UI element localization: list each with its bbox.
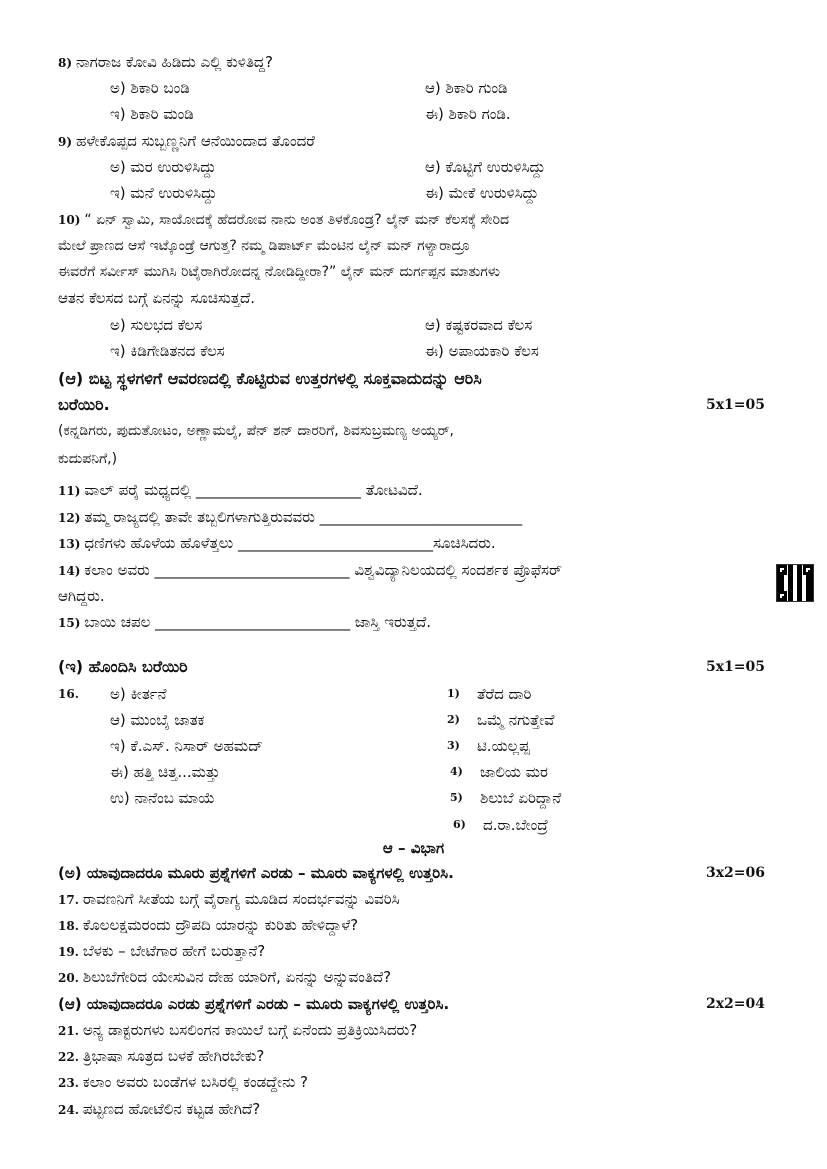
option: ಆ) ಕೊಟ್ಟಿಗೆ ಉರುಳಿಸಿದ್ದು	[425, 158, 546, 176]
question-19	[58, 941, 787, 962]
question-text: ತ್ರಿಭಾಷಾ ಸೂತ್ರದ ಬಳಕೆ ಹೇಗಿರಬೇಕು?	[82, 1047, 265, 1065]
match-right-item: ಶಿಲುಬೆ ಏರಿದ್ದಾನೆ	[480, 789, 562, 807]
question-22	[58, 1046, 787, 1067]
question-20	[58, 967, 787, 988]
question-14-cont	[58, 586, 787, 606]
question-text: ಧಣಿಗಳು ಹೊಳೆಯ ಹೊಳೆತ್ತಲು __________________________ಸೂಚಿಸಿದರು.	[84, 534, 496, 552]
question-number: 20.	[58, 971, 79, 985]
question-text: ಹಳೇಕೊಪ್ಪದ ಸುಬ್ಬಣ್ಣನಿಗೆ ಆನೆಯಿಂದಾದ ತೊಂದರೆ	[76, 132, 315, 150]
option: ಇ) ಶಿಕಾರಿ ಮಂಡಿ	[110, 105, 194, 123]
match-left-item: ಅ) ಕೀರ್ತನೆ	[110, 685, 167, 703]
word-bank: ಕುದುಪನಿಗೆ,)	[58, 451, 118, 467]
question-text-line: “ ಏನ್ ಸ್ವಾಮಿ, ಸಾಯೋದಕ್ಕೆ ಹೆದರೋವ ನಾನು ಅಂತ ತಿಳಕೊಂಡ್ರ? ಲೈನ್ ಮನ್ ಕೆಲಸಕ್ಕೆ ಸೇರಿದ	[84, 212, 509, 228]
question-number: 21.	[58, 1024, 79, 1038]
match-right-item: ದ.ರಾ.ಬೇಂದ್ರೆ	[483, 816, 549, 834]
question-number: 16.	[58, 687, 79, 701]
match-right-item: ಜಾಲಿಯ ಮರ	[480, 763, 548, 781]
question-number: 10)	[58, 213, 81, 227]
question-text: ಬೆಳಕು – ಬೇಟೆಗಾರ ಹೇಗೆ ಬರುತ್ತಾನೆ?	[82, 942, 266, 960]
option: ಆ) ಕಷ್ಟಕರವಾದ ಕೆಲಸ	[425, 316, 533, 334]
question-number: 19.	[58, 945, 79, 959]
option: ಈ) ಮೇಕೆ ಉರುಳಿಸಿದ್ದು	[425, 184, 539, 202]
question-text: ಕಲಾಂ ಅವರು ಬಂಡೆಗಳ ಬಸಿರಲ್ಲಿ ಕಂಡದ್ದೇನು ?	[82, 1073, 308, 1091]
question-9	[58, 131, 787, 152]
option: ಇ) ಮನೆ ಉರುಳಿಸಿದ್ದು	[110, 184, 217, 202]
match-right-item: ಟಿ.ಯಲ್ಲಪ್ಪ	[477, 737, 530, 755]
match-left-item: ಇ) ಕೆ.ಎಸ್. ನಿಸಾರ್ ಅಹಮದ್	[110, 737, 263, 755]
question-number: 15)	[58, 616, 81, 630]
question-number: 22.	[58, 1050, 79, 1064]
marks-label: 2x2=04	[705, 996, 765, 1012]
match-right-item: ತೆರೆದ ದಾರಿ	[477, 685, 532, 703]
question-text: ಶಿಲುಬೆಗೇರಿದ ಯೇಸುವಿನ ದೇಹ ಯಾರಿಗೆ, ಏನನ್ನು ಅನ್ನುವಂತಿದೆ?	[82, 968, 392, 986]
question-21	[58, 1020, 787, 1041]
match-right-number: 6)	[453, 818, 466, 831]
match-right-number: 2)	[447, 713, 460, 726]
question-17	[58, 889, 787, 910]
question-number: 18.	[58, 919, 79, 933]
question-15	[58, 612, 787, 633]
option: ಈ) ಶಿಕಾರಿ ಗಂಡಿ.	[425, 105, 511, 123]
question-23	[58, 1072, 787, 1093]
match-right-number: 5)	[450, 791, 463, 804]
question-number: 14)	[58, 564, 81, 578]
question-text: ರಾವಣನಿಗೆ ಸೀತೆಯ ಬಗ್ಗೆ ವೈರಾಗ್ಯ ಮೂಡಿದ ಸಂದರ್ಭವನ್ನು ವಿವರಿಸಿ	[82, 890, 400, 908]
question-text: ಬಾಯಿ ಚಪಲ __________________________ ಜಾಸ್ತಿ ಇರುತ್ತದೆ.	[84, 613, 432, 631]
part-heading: ಆ – ವಿಭಾಗ	[382, 839, 445, 857]
question-11	[58, 480, 787, 501]
option: ಆ) ಶಿಕಾರಿ ಗುಂಡಿ	[425, 79, 508, 97]
question-number: 9)	[58, 135, 73, 149]
question-13	[58, 533, 787, 554]
option: ಇ) ಕಿಡಿಗೇಡಿತನದ ಕೆಲಸ	[110, 342, 225, 360]
question-text: ಅನ್ಯ ಡಾಕ್ಟರುಗಳು ಬಸಲಿಂಗನ ಕಾಯಿಲೆ ಬಗ್ಗೆ ಏನೆಂದು ಪ್ರತಿಕ್ರಿಯಿಸಿದರು?	[82, 1021, 418, 1039]
section-heading: (ಆ) ಬಿಟ್ಟ ಸ್ಥಳಗಳಿಗೆ ಆವರಣದಲ್ಲಿ ಕೊಟ್ಟಿರುವ ಉತ್ತರಗಳಲ್ಲಿ ಸೂಕ್ತವಾದುದನ್ನು ಆರಿಸಿ	[58, 369, 482, 388]
question-text: ವಾಲ್ ಪರೈ ಮಧ್ಯದಲ್ಲಿ ______________________ ತೋಟವಿದೆ.	[84, 481, 423, 499]
match-right-number: 4)	[450, 765, 463, 778]
question-text: ನಾಗರಾಜ ಕೋವಿ ಹಿಡಿದು ಎಲ್ಲಿ ಕುಳಿತಿದ್ದ?	[76, 53, 273, 71]
question-8	[58, 52, 787, 73]
question-text: ತಮ್ಮ ರಾಜ್ಯದಲ್ಲಿ ತಾವೇ ತಬ್ಬಲಿಗಳಾಗುತ್ತಿರುವವರು ___________________________	[84, 508, 523, 526]
qr-code-icon	[777, 565, 813, 601]
marks-label: 5x1=05	[705, 397, 765, 413]
option: ಅ) ಮರ ಉರುಳಿಸಿದ್ದು	[110, 158, 217, 176]
match-right-number: 3)	[447, 739, 460, 752]
question-text: ಕಲಾಂ ಅವರು __________________________ ವಿಶ್ವವಿದ್ಯಾನಿಲಯದಲ್ಲಿ ಸಂದರ್ಶಕ ಪ್ರೊಫೆಸರ್	[84, 561, 562, 579]
option: ಈ) ಅಪಾಯಕಾರಿ ಕೆಲಸ	[425, 342, 539, 360]
section-heading: (ಇ) ಹೊಂದಿಸಿ ಬರೆಯಿರಿ	[58, 657, 188, 676]
question-text-line: ಈವರೆಗೆ ಸರ್ವೀಸ್ ಮುಗಿಸಿ ರಿಟೈರಾಗಿರೋದನ್ನ ನೋಡಿದ್ದೀರಾ?” ಲೈನ್ ಮನ್ ದುರ್ಗಪ್ಪನ ಮಾತುಗಳು	[58, 264, 500, 280]
question-text: ಕೊಲಲಕ್ಷಮರಂದು ದ್ರೌಪದಿ ಯಾರನ್ನು ಕುರಿತು ಹೇಳಿದ್ದಾಳೆ?	[82, 916, 359, 934]
question-text-line: ಮೇಲೆ ಪ್ರಾಣದ ಆಸೆ ಇಟ್ಕೊಂಡ್ರೆ ಆಗುತ್ತ? ನಮ್ಮ ಡಿಪಾರ್ಟ್ ಮೆಂಟಿನ ಲೈನ್ ಮನ್ ಗಳ್ಯಾರಾದ್ರೂ	[58, 238, 471, 254]
marks-label: 5x1=05	[705, 659, 765, 675]
question-24	[58, 1099, 787, 1120]
question-text-line: ಆತನ ಕೆಲಸದ ಬಗ್ಗೆ ಏನನ್ನು ಸೂಚಿಸುತ್ತದೆ.	[58, 289, 256, 307]
option: ಅ) ಶಿಕಾರಿ ಬಂಡಿ	[110, 79, 190, 97]
question-10	[58, 210, 787, 230]
question-text: ಆಗಿದ್ದರು.	[58, 587, 105, 605]
question-text: ಪಟ್ಟಣದ ಹೋಟೆಲಿನ ಕಟ್ಟಡ ಹೇಗಿದೆ?	[82, 1100, 261, 1118]
section-heading: (ಆ) ಯಾವುದಾದರೂ ಎರಡು ಪ್ರಶ್ನೆಗಳಿಗೆ ಎರಡು – ಮೂರು ವಾಕ್ಯಗಳಲ್ಲಿ ಉತ್ತರಿಸಿ.	[58, 995, 450, 1013]
match-left-item: ಈ) ಹತ್ತಿ ಚಿತ್ತ...ಮತ್ತು	[110, 763, 220, 781]
match-right-item: ಒಮ್ಮೆ ನಗುತ್ತೇವೆ	[477, 711, 555, 729]
question-18	[58, 915, 787, 936]
marks-label: 3x2=06	[705, 865, 765, 881]
section-heading: ಬರೆಯಿರಿ.	[58, 395, 110, 414]
question-number: 17.	[58, 893, 79, 907]
match-left-item: ಉ) ನಾನೆಂಬ ಮಾಯೆ	[110, 789, 215, 807]
question-number: 23.	[58, 1076, 79, 1090]
question-number: 11)	[58, 484, 81, 498]
word-bank: (ಕನ್ನಡಿಗರು, ಪುದುತೋಟಂ, ಅಣ್ಣಾಮಲೈ, ಪೆನ್ ಶನ್ ದಾರರಿಗೆ, ಶಿವಸುಬ್ರಮಣ್ಯ ಅಯ್ಯರ್,	[58, 423, 455, 439]
option: ಅ) ಸುಲಭದ ಕೆಲಸ	[110, 316, 203, 334]
match-right-number: 1)	[447, 687, 460, 700]
match-left-item: ಆ) ಮುಂಬೈ ಜಾತಕ	[110, 711, 205, 729]
question-number: 24.	[58, 1103, 79, 1117]
section-heading: (ಅ) ಯಾವುದಾದರೂ ಮೂರು ಪ್ರಶ್ನೆಗಳಿಗೆ ಎರಡು – ಮೂರು ವಾಕ್ಯಗಳಲ್ಲಿ ಉತ್ತರಿಸಿ.	[58, 864, 454, 882]
question-14	[58, 560, 787, 581]
question-number: 8)	[58, 56, 73, 70]
question-number: 13)	[58, 537, 81, 551]
question-number: 12)	[58, 511, 81, 525]
question-12	[58, 507, 787, 528]
